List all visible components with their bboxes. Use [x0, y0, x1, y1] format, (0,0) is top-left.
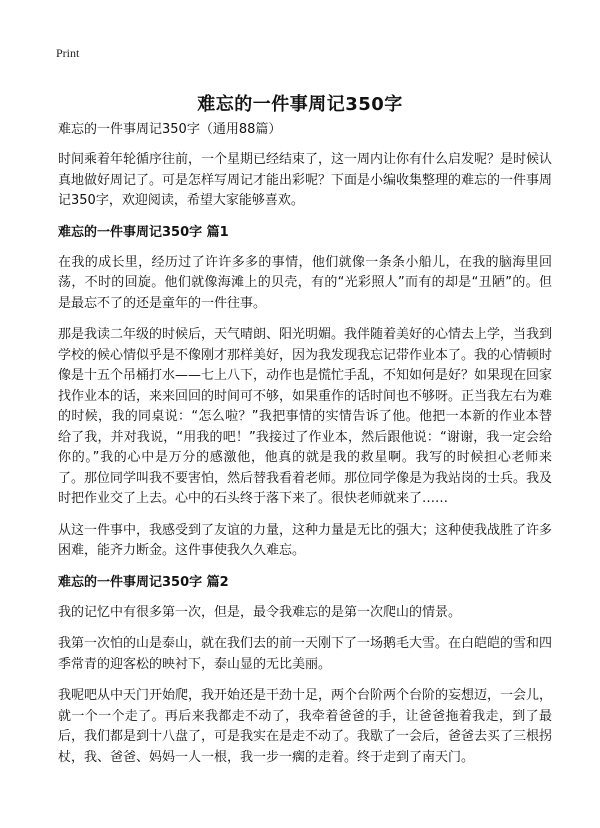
section-2-paragraph-2: 我第一次怕的山是泰山，就在我们去的前一天刚下了一场鹅毛大雪。在白皑皑的雪和四季常青的迎客松的映衬下，泰山显的无比美丽。 — [58, 636, 553, 672]
print-label: Print — [56, 46, 80, 60]
document-body — [58, 120, 552, 779]
section-heading-1: 难忘的一件事周记350字 篇1 — [58, 224, 229, 240]
document-subtitle: 难忘的一件事周记350字（通用88篇） — [58, 122, 282, 137]
section-1-paragraph-1: 在我的成长里，经历过了许许多多的事情，他们就像一条条小船儿，在我的脑海里回荡，不时的回旋。他们就像海滩上的贝壳，有的“光彩照人”而有的却是“丑陋”的。但是最忘不了的还是童年的一件往事。 — [58, 254, 552, 311]
intro-paragraph: 时间乘着年轮循序往前，一个星期已经结束了，这一周内让你有什么启发呢？是时候认真地做好周记了。可是怎样写周记才能出彩呢？下面是小编收集整理的难忘的一件事周记350字，欢迎阅读，希望大家能够喜欢。 — [58, 152, 553, 208]
section-2-paragraph-1: 我的记忆中有很多第一次，但是，最令我难忘的是第一次爬山的情景。 — [58, 604, 462, 620]
section-heading-2: 难忘的一件事周记350字 篇2 — [58, 574, 229, 590]
section-1-paragraph-3: 从这一件事中，我感受到了友谊的力量，这种力量是无比的强大；这种使我战胜了许多困难，能齐力断金。这件事使我久久难忘。 — [58, 522, 553, 558]
section-2-paragraph-3: 我呢吧从中天门开始爬，我开始还是干劲十足，两个台阶两个台阶的妄想迈，一会儿，就一个一个走了。再后来我都走不动了，我牵着爸爸的手，让爸爸拖着我走，到了最后，我们都是到十八盘了，可是我实在是走不动了。我歇了一会后，爸爸去买了三根拐杖，我、爸爸、妈妈一人一根，我一步一瘸的走着。终于走到了南天门。 — [58, 688, 553, 765]
section-1-paragraph-2: 那是我读二年级的时候后，天气晴朗、阳光明媚。我伴随着美好的心情去上学，当我到学校的候心情似乎是不像刚才那样美好，因为我发现我忘记带作业本了。我的心情顿时像是十五个吊桶打水——七上八下，动作也是慌忙手乱，不知如何是好？如果现在回家找作业本的话，来来回回的时间可不够，如果重作的话时间也不够呀。正当我左右为难的时候，我的同桌说：“怎么啦？”我把事情的实情告诉了他。他把一本新的作业本替给了我，并对我说，“用我的吧！”我接过了作业本，然后跟他说：“谢谢，我一定会给你的。”我的心中是万分的感激他，他真的就是我的救星啊。我写的时候担心老师来了。那位同学叫我不要害怕，然后替我看着老师。那位同学像是为我站岗的士兵。我及时把作业交了上去。心中的石头终于落下来了。很快老师就来了…… — [58, 327, 553, 506]
page-title: 难忘的一件事周记350字 — [197, 94, 403, 116]
